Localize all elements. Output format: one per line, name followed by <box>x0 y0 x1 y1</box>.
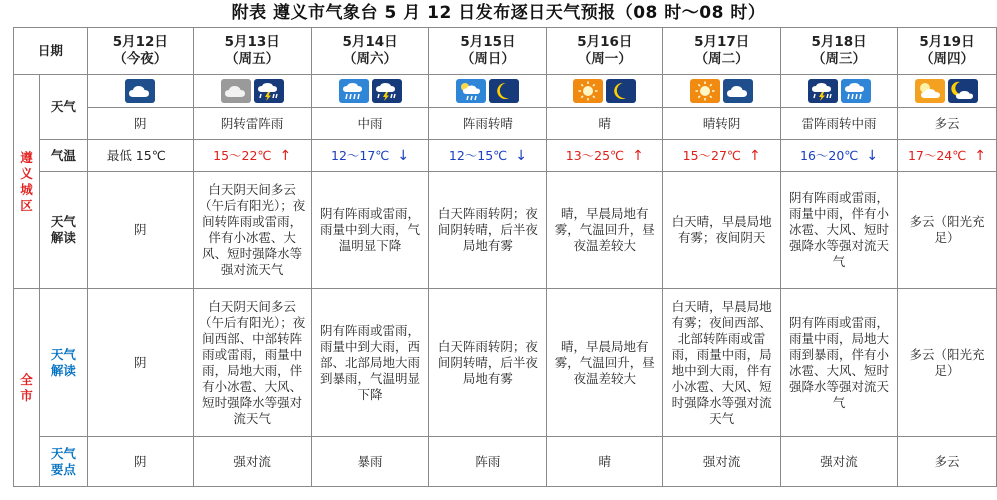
all-interpretation-label: 天气 解读 <box>39 289 87 437</box>
moon-icon <box>606 79 636 103</box>
date-cell-3 <box>429 28 547 75</box>
icon-cell <box>311 75 429 108</box>
weekday-text: （周日） <box>460 51 515 67</box>
region-city-label <box>14 75 40 289</box>
date-text: 5月16日 <box>577 34 633 50</box>
date-text: 5月18日 <box>811 34 867 50</box>
interpretation-cell: 白天阴天间多云（午后有阳光）；夜间转阵雨或雷雨，伴有小冰雹、大风、短时强降水等强对流天气 <box>193 172 311 289</box>
date-cell-1 <box>193 28 311 75</box>
condition-row <box>14 108 997 140</box>
region-char: 义 <box>20 165 33 181</box>
date-cell-0 <box>87 28 193 75</box>
cloudy-icon <box>723 79 753 103</box>
icon-cell <box>193 75 311 108</box>
interpretation-cell: 多云（阳光充足） <box>897 172 996 289</box>
interpretation-cell: 白天阴天间多云（午后有阳光）；夜间西部、中部转阵雨或雷雨，雨量中雨，局地大雨，伴有小冰雹、大风、短时强降水等强对流天气 <box>193 289 311 437</box>
key-points-row <box>14 437 997 487</box>
date-cell-2 <box>311 28 429 75</box>
partly-cloudy-icon <box>915 79 945 103</box>
temperature-cell <box>663 140 781 172</box>
trend-up-icon: ↑ <box>748 147 761 164</box>
temperature-cell <box>429 140 547 172</box>
sunny-icon <box>573 79 603 103</box>
overcast-icon <box>221 79 251 103</box>
condition-cell: 晴转阴 <box>663 108 781 140</box>
weather-icon-row <box>14 75 997 108</box>
thunder-rain-icon <box>372 79 402 103</box>
interpretation-cell: 阴有阵雨或雷雨，雨量中雨，局地大雨到暴雨，伴有小冰雹、大风、短时强降水等强对流天气 <box>781 289 898 437</box>
showers-icon <box>456 79 486 103</box>
key-point-cell: 强对流 <box>781 437 898 487</box>
trend-down-icon: ↓ <box>515 147 527 164</box>
condition-cell: 中雨 <box>311 108 429 140</box>
interpretation-cell: 晴，早晨局地有雾，气温回升，昼夜温差较大 <box>547 172 663 289</box>
interpretation-cell: 阴 <box>87 172 193 289</box>
temperature-cell <box>87 140 193 172</box>
interpretation-cell: 白天阵雨转阴；夜间阴转晴，后半夜局地有雾 <box>429 289 547 437</box>
temperature-range: 15～27℃ <box>682 147 741 163</box>
condition-cell: 多云 <box>897 108 996 140</box>
weekday-text: （周三） <box>812 51 867 67</box>
temperature-cell <box>897 140 996 172</box>
key-point-cell: 晴 <box>547 437 663 487</box>
weekday-text: （周五） <box>225 51 280 67</box>
icon-cell <box>547 75 663 108</box>
date-cell-4 <box>547 28 663 75</box>
region-char: 区 <box>20 197 33 213</box>
condition-cell: 阵雨转晴 <box>429 108 547 140</box>
temperature-cell <box>193 140 311 172</box>
icon-cell <box>781 75 898 108</box>
condition-cell: 阴 <box>87 108 193 140</box>
temperature-range: 最低 15℃ <box>106 147 166 163</box>
condition-cell: 阴转雷阵雨 <box>193 108 311 140</box>
trend-down-icon: ↓ <box>397 147 410 164</box>
trend-up-icon: ↑ <box>974 147 987 164</box>
region-char: 市 <box>20 387 33 403</box>
page-title: 附表 遵义市气象台 5 月 12 日发布逐日天气预报（08 时～08 时） <box>231 3 766 23</box>
key-points-label: 天气 要点 <box>39 437 87 487</box>
date-row <box>14 28 997 75</box>
interpretation-cell: 阴 <box>87 289 193 437</box>
temperature-cell <box>781 140 898 172</box>
region-char: 全 <box>20 371 33 387</box>
region-all-label <box>14 289 40 487</box>
interpretation-cell: 晴，早晨局地有雾，气温回升，昼夜温差较大 <box>547 289 663 437</box>
date-cell-7 <box>897 28 996 75</box>
date-header: 日期 <box>14 28 88 75</box>
trend-up-icon: ↑ <box>279 147 292 164</box>
region-char: 遵 <box>20 149 33 165</box>
trend-down-icon: ↓ <box>866 147 879 164</box>
rain-icon <box>841 79 871 103</box>
key-point-cell: 强对流 <box>663 437 781 487</box>
weekday-text: （周一） <box>577 51 632 67</box>
city-interpretation-row <box>14 172 997 289</box>
weekday-text: （周二） <box>694 51 749 67</box>
icon-cell <box>87 75 193 108</box>
icon-cell <box>897 75 996 108</box>
city-interpretation-label: 天气 解读 <box>39 172 87 289</box>
thunder-rain-icon <box>254 79 284 103</box>
temperature-range: 13～25℃ <box>565 147 625 163</box>
key-point-cell: 多云 <box>897 437 996 487</box>
icon-cell <box>663 75 781 108</box>
icon-cell <box>429 75 547 108</box>
sunny-icon <box>690 79 720 103</box>
cloudy-icon <box>125 79 155 103</box>
interpretation-cell: 阴有阵雨或雷雨，雨量中雨，伴有小冰雹、大风、短时强降水等强对流天气 <box>781 172 898 289</box>
condition-cell: 晴 <box>547 108 663 140</box>
moon-icon <box>489 79 519 103</box>
key-point-cell: 阵雨 <box>429 437 547 487</box>
thunder-rain-icon <box>808 79 838 103</box>
interpretation-cell: 阴有阵雨或雷雨，雨量中到大雨，气温明显下降 <box>311 172 429 289</box>
date-text: 5月13日 <box>224 34 280 50</box>
date-text: 5月15日 <box>460 34 516 50</box>
weekday-text: （今夜） <box>113 51 168 67</box>
date-text: 5月12日 <box>112 34 168 50</box>
interpretation-cell: 白天晴，早晨局地有雾；夜间阴天 <box>663 172 781 289</box>
temperature-range: 12～15℃ <box>448 147 508 163</box>
temperature-cell <box>311 140 429 172</box>
date-text: 5月14日 <box>342 34 398 50</box>
all-interpretation-row <box>14 289 997 437</box>
temperature-cell <box>547 140 663 172</box>
forecast-table <box>13 27 997 487</box>
temperature-label: 气温 <box>39 140 87 172</box>
key-point-cell: 暴雨 <box>311 437 429 487</box>
interpretation-cell: 白天阵雨转阴；夜间阴转晴，后半夜局地有雾 <box>429 172 547 289</box>
temperature-range: 15～22℃ <box>213 147 272 163</box>
key-point-cell: 阴 <box>87 437 193 487</box>
weekday-text: （周四） <box>919 51 974 67</box>
interpretation-cell: 多云（阳光充足） <box>897 289 996 437</box>
rain-icon <box>339 79 369 103</box>
date-cell-5 <box>663 28 781 75</box>
temperature-range: 12～17℃ <box>331 147 390 163</box>
region-char: 城 <box>20 181 33 197</box>
partly-cloudy-night-icon <box>948 79 978 103</box>
temperature-row <box>14 140 997 172</box>
condition-cell: 雷阵雨转中雨 <box>781 108 898 140</box>
weather-label: 天气 <box>39 75 87 140</box>
date-cell-6 <box>781 28 898 75</box>
weekday-text: （周六） <box>343 51 398 67</box>
trend-up-icon: ↑ <box>632 147 644 164</box>
temperature-range: 16～20℃ <box>800 147 859 163</box>
date-text: 5月19日 <box>919 34 975 50</box>
key-point-cell: 强对流 <box>193 437 311 487</box>
interpretation-cell: 阴有阵雨或雷雨，雨量中到大雨，西部、北部局地大雨到暴雨，气温明显下降 <box>311 289 429 437</box>
temperature-range: 17～24℃ <box>907 147 967 163</box>
interpretation-cell: 白天晴，早晨局地有雾；夜间西部、北部转阵雨或雷雨，雨量中雨，局地中到大雨，伴有小冰雹、大风、短时强降水等强对流天气 <box>663 289 781 437</box>
date-text: 5月17日 <box>694 34 750 50</box>
